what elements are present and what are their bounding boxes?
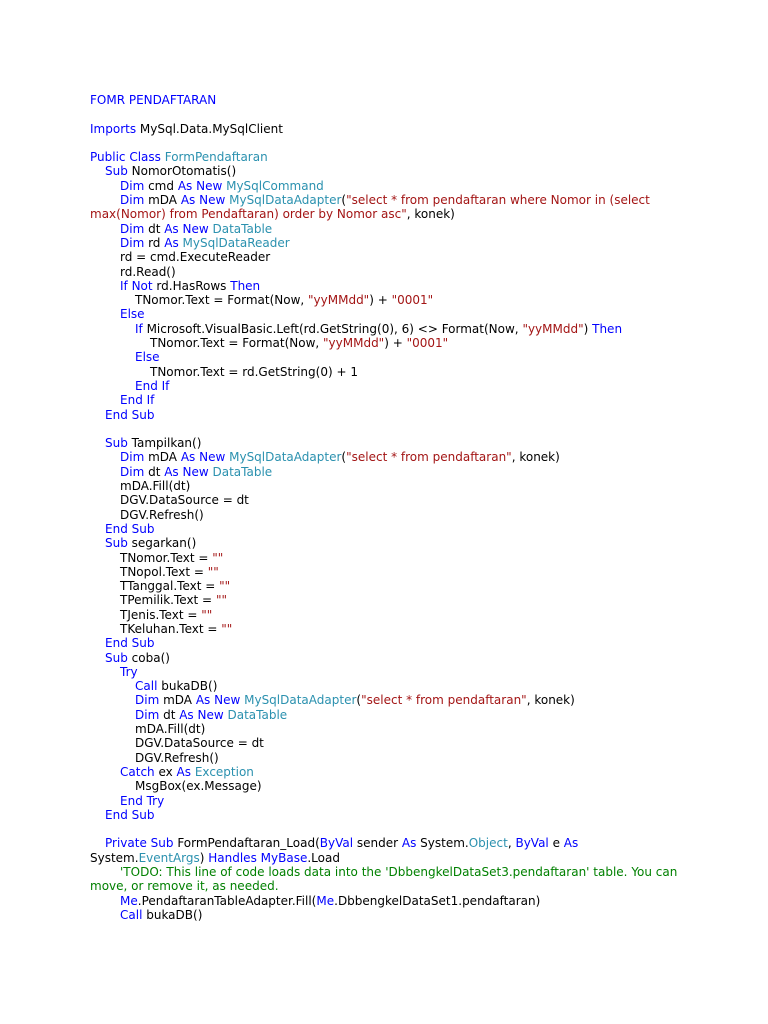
code-token: mDA: [159, 693, 196, 708]
code-line: [90, 908, 690, 922]
code-line: [90, 379, 690, 393]
code-token: As New: [180, 193, 226, 208]
code-line: [90, 579, 690, 593]
blank-line: [90, 136, 690, 150]
code-token: dt: [144, 221, 165, 236]
code-token: EventArgs: [138, 850, 200, 865]
code-token: ,: [507, 836, 516, 851]
code-token: DataTable: [212, 221, 273, 236]
code-token: "select * from pendaftaran where Nomor in (select max(Nomor) from Pendaftaran) order by Nomor asc": [90, 193, 654, 222]
code-token: Private Sub: [105, 836, 174, 851]
code-token: rd: [144, 235, 165, 250]
code-token: TNomor.Text =: [120, 550, 213, 565]
code-line: [90, 465, 690, 479]
code-token: DataTable: [227, 707, 288, 722]
code-line: [90, 565, 690, 579]
code-token: (: [341, 450, 347, 465]
code-token: Else: [135, 350, 160, 365]
code-line: [90, 708, 690, 722]
code-line: [90, 736, 690, 750]
code-token: TNomor.Text = Format(Now,: [135, 293, 309, 308]
code-token: Try: [120, 664, 138, 679]
code-token: Handles: [208, 850, 257, 865]
code-token: dt: [159, 707, 180, 722]
code-token: As New: [180, 450, 226, 465]
code-token: ): [583, 321, 593, 336]
code-line: [90, 894, 690, 908]
code-token: ): [199, 850, 209, 865]
code-token: "select * from pendaftaran": [361, 693, 527, 708]
code-line: [90, 865, 690, 894]
code-token: End Sub: [105, 407, 155, 422]
code-line: [90, 193, 690, 222]
code-token: cmd: [144, 178, 178, 193]
code-token: ) +: [369, 293, 392, 308]
code-token: Then: [230, 278, 261, 293]
code-token: "": [207, 564, 219, 579]
code-token: bukaDB(): [142, 907, 203, 922]
code-line: [90, 608, 690, 622]
code-token: TTanggal.Text =: [120, 579, 220, 594]
code-token: "": [219, 579, 231, 594]
code-token: Then: [592, 321, 623, 336]
code-token: Me: [120, 893, 138, 908]
code-token: dt: [144, 464, 165, 479]
code-token: System.: [90, 836, 583, 865]
code-token: "yyMMdd": [522, 321, 584, 336]
code-token: Microsoft.VisualBasic.Left(rd.GetString(0), 6) <> Format(Now,: [142, 321, 523, 336]
code-token: If: [135, 321, 143, 336]
code-token: Dim: [120, 193, 145, 208]
code-token: mDA: [144, 193, 181, 208]
code-line: [90, 751, 690, 765]
code-line: [90, 551, 690, 565]
code-token: "0001": [406, 336, 449, 351]
code-block: [90, 93, 690, 922]
code-line: [90, 622, 690, 636]
code-line: [90, 794, 690, 808]
code-token: End If: [135, 378, 170, 393]
code-token: , konek): [526, 693, 575, 708]
code-token: As New: [164, 464, 209, 479]
code-token: Else: [120, 307, 145, 322]
code-line: [90, 336, 690, 350]
code-token: rd.HasRows: [152, 278, 231, 293]
class-keyword: Public Class: [90, 150, 161, 165]
code-token: TKeluhan.Text =: [120, 621, 222, 636]
code-line: [90, 307, 690, 321]
imports-keyword: Imports: [90, 121, 137, 136]
code-line: [90, 651, 690, 665]
code-token: End Try: [120, 793, 165, 808]
code-token: , konek): [406, 207, 455, 222]
code-token: TNomor.Text = Format(Now,: [150, 336, 324, 351]
code-token: Sub: [105, 164, 128, 179]
code-line: [90, 808, 690, 822]
code-token: TNopol.Text =: [120, 564, 208, 579]
code-line: [90, 722, 690, 736]
code-token: As: [563, 836, 579, 851]
code-line: [90, 350, 690, 364]
code-token: TJenis.Text =: [120, 607, 202, 622]
code-line: [90, 279, 690, 293]
code-token: DGV.DataSource = dt: [120, 493, 249, 508]
code-token: "yyMMdd": [308, 293, 370, 308]
code-token: "": [215, 593, 227, 608]
imports-line: [90, 122, 690, 136]
code-token: Call: [120, 907, 143, 922]
code-token: mDA.Fill(dt): [135, 722, 206, 737]
code-line: [90, 265, 690, 279]
code-line: [90, 679, 690, 693]
class-declaration: [90, 150, 690, 164]
code-token: segarkan(): [127, 536, 197, 551]
code-token: Dim: [120, 464, 145, 479]
code-line: [90, 250, 690, 264]
code-token: "": [221, 621, 233, 636]
code-line: [90, 522, 690, 536]
code-token: As New: [164, 221, 209, 236]
code-token: , konek): [511, 450, 560, 465]
code-token: TNomor.Text = rd.GetString(0) + 1: [150, 364, 358, 379]
code-line: [90, 179, 690, 193]
code-token: As: [176, 764, 192, 779]
code-line: [90, 508, 690, 522]
code-token: TPemilik.Text =: [120, 593, 216, 608]
blank-line: [90, 107, 690, 121]
code-token: Call: [135, 679, 158, 694]
code-token: MsgBox(ex.Message): [135, 779, 262, 794]
code-token: End If: [120, 393, 155, 408]
code-token: MySqlDataReader: [182, 235, 290, 250]
code-token: Dim: [135, 707, 160, 722]
code-token: "select * from pendaftaran": [346, 450, 512, 465]
code-token: "": [212, 550, 224, 565]
code-token: NomorOtomatis(): [127, 164, 237, 179]
code-line: [90, 450, 690, 464]
code-token: "yyMMdd": [323, 336, 385, 351]
code-line: [90, 479, 690, 493]
code-token: mDA.Fill(dt): [120, 479, 191, 494]
code-token: e: [548, 836, 564, 851]
code-token: bukaDB(): [157, 679, 218, 694]
code-token: .PendaftaranTableAdapter.Fill(: [137, 893, 317, 908]
code-token: sender: [353, 836, 402, 851]
code-line: [90, 665, 690, 679]
blank-line: [90, 822, 690, 836]
code-token: .DbbengkelDataSet1.pendaftaran): [334, 893, 541, 908]
code-token: Object: [468, 836, 508, 851]
code-token: Sub: [105, 536, 128, 551]
code-token: rd = cmd.ExecuteReader: [120, 250, 271, 265]
code-line: [90, 593, 690, 607]
code-line: [90, 365, 690, 379]
code-token: As: [401, 836, 417, 851]
code-token: MySqlDataAdapter: [229, 193, 342, 208]
code-line: [90, 493, 690, 507]
code-token: "0001": [391, 293, 434, 308]
code-line: [90, 693, 690, 707]
code-token: (: [356, 693, 362, 708]
code-line: [90, 436, 690, 450]
code-line: [90, 293, 690, 307]
code-token: DataTable: [212, 464, 273, 479]
code-token: rd.Read(): [120, 264, 176, 279]
code-token: ByVal: [515, 836, 549, 851]
code-token: "": [201, 607, 213, 622]
code-token: ex: [154, 764, 177, 779]
code-token: As New: [177, 178, 223, 193]
code-token: Sub: [105, 436, 128, 451]
code-token: End Sub: [105, 807, 155, 822]
class-name: FormPendaftaran: [164, 150, 268, 165]
code-token: coba(): [127, 650, 170, 665]
code-token: As New: [195, 693, 241, 708]
code-token: End Sub: [105, 521, 155, 536]
code-token: As: [164, 235, 179, 250]
code-token: As New: [179, 707, 224, 722]
code-token: Sub: [105, 650, 128, 665]
code-token: (: [341, 193, 347, 208]
code-line: [90, 779, 690, 793]
code-token: Dim: [120, 450, 145, 465]
code-line: [90, 222, 690, 236]
code-token: Me: [316, 893, 335, 908]
code-token: Dim: [120, 235, 145, 250]
code-token: Tampilkan(): [127, 436, 202, 451]
code-token: MyBase: [260, 850, 308, 865]
code-token: Dim: [120, 178, 145, 193]
code-token: DGV.DataSource = dt: [135, 736, 264, 751]
code-token: MySqlDataAdapter: [229, 450, 342, 465]
code-line: [90, 393, 690, 407]
code-token: Dim: [120, 221, 145, 236]
code-line: [90, 636, 690, 650]
code-token: 'TODO: This line of code loads data into the 'DbbengkelDataSet3.pendaftaran' table. You can move, or remove it, as needed.: [90, 865, 682, 894]
code-token: DGV.Refresh(): [120, 507, 204, 522]
code-lines: [90, 164, 690, 922]
code-token: .Load: [307, 850, 340, 865]
code-token: End Sub: [105, 636, 155, 651]
code-token: System.: [416, 836, 469, 851]
code-token: Exception: [194, 764, 254, 779]
code-line: [90, 536, 690, 550]
code-token: Dim: [135, 693, 160, 708]
code-token: If Not: [120, 278, 153, 293]
document-heading: FOMR PENDAFTARAN: [90, 93, 217, 107]
code-token: ) +: [384, 336, 407, 351]
code-token: DGV.Refresh(): [135, 750, 219, 765]
code-line: [90, 408, 690, 422]
imports-namespace: MySql.Data.MySqlClient: [136, 121, 283, 136]
code-line: [90, 164, 690, 178]
code-token: mDA: [144, 450, 181, 465]
code-token: ByVal: [319, 836, 354, 851]
code-token: FormPendaftaran_Load(: [173, 836, 320, 851]
code-line: [90, 236, 690, 250]
code-token: Catch: [120, 764, 155, 779]
blank-line: [90, 422, 690, 436]
code-token: MySqlCommand: [226, 178, 324, 193]
code-line: [90, 765, 690, 779]
code-line: [90, 836, 690, 865]
code-token: MySqlDataAdapter: [244, 693, 357, 708]
code-line: [90, 322, 690, 336]
